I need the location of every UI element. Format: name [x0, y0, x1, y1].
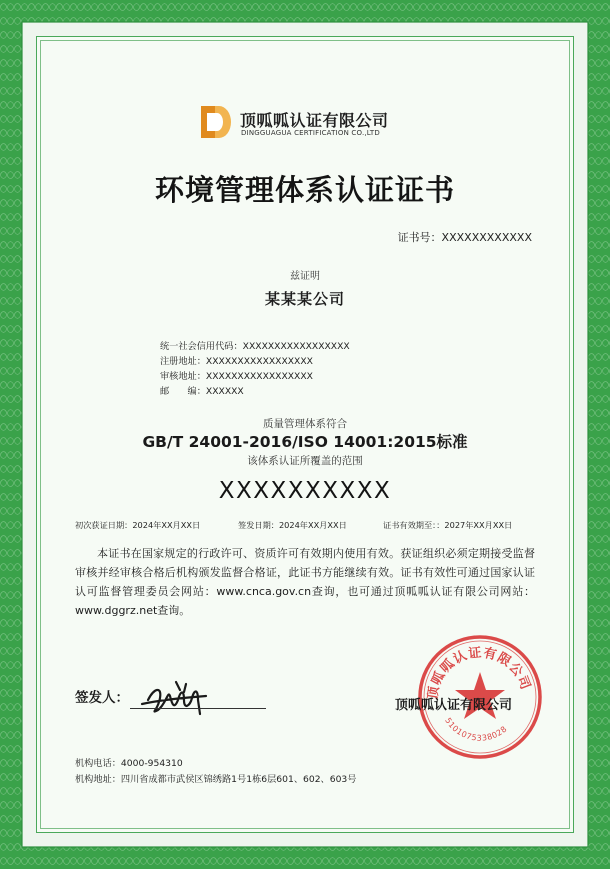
signature-line: [130, 708, 266, 709]
hereby-label: 兹证明: [290, 271, 320, 282]
validity-paragraph: 本证书在国家规定的行政许可、资质许可有效期内使用有效。获证组织必须定期接受监督审核并经审核合格后机构颁发监督合格证，此证书方能继续有效。证书有效性可通过国家认证认可监督管理委员会网站：www.cnca.gov.cn查询，也可通过顶呱呱认证有限公司网站：www.dggrz.net查询。: [75, 547, 535, 617]
postcode-line: 邮 编：XXXXXX: [160, 386, 244, 397]
organization-name: 某某某公司: [264, 290, 345, 308]
contact-phone: 机构电话：4000-954310: [75, 758, 183, 769]
credit-code-line: 统一社会信用代码：XXXXXXXXXXXXXXXXX: [160, 341, 350, 352]
company-name-cn: 顶呱呱认证有限公司: [240, 111, 389, 130]
contact-address: 机构地址：四川省成都市武侯区锦绣路1号1栋6层601、602、603号: [75, 774, 357, 785]
first-issue-date: 初次获证日期：2024年XX月XX日: [75, 520, 201, 530]
issue-date: 签发日期：2024年XX月XX日: [238, 520, 347, 530]
svg-text:顶呱呱认证有限公司: 顶呱呱认证有限公司: [425, 645, 533, 701]
expiry-date: 证书有效期至：：2027年XX月XX日: [383, 520, 513, 530]
audit-address-line: 审核地址：XXXXXXXXXXXXXXXXX: [160, 371, 313, 382]
scope-label: 该体系认证所覆盖的范围: [247, 455, 363, 467]
handwritten-signature: [140, 670, 220, 720]
svg-text:5101075338028: 5101075338028: [443, 716, 509, 743]
signer-label: 签发人：: [75, 690, 129, 706]
standard-name: GB/T 24001-2016/ISO 14001:2015标准: [142, 433, 468, 451]
certificate-number: 证书号：XXXXXXXXXXXX: [397, 231, 532, 244]
registered-address-line: 注册地址：XXXXXXXXXXXXXXXXX: [160, 356, 313, 367]
standard-intro: 质量管理体系符合: [263, 418, 347, 430]
certification-scope: XXXXXXXXXX: [218, 478, 392, 504]
certificate-title: 环境管理体系认证证书: [154, 173, 455, 207]
seal-company-name: 顶呱呱认证有限公司: [395, 698, 513, 713]
company-logo-icon: [201, 106, 231, 138]
company-name-en: DINGGUAGUA CERTIFICATION CO.,LTD: [241, 129, 380, 137]
